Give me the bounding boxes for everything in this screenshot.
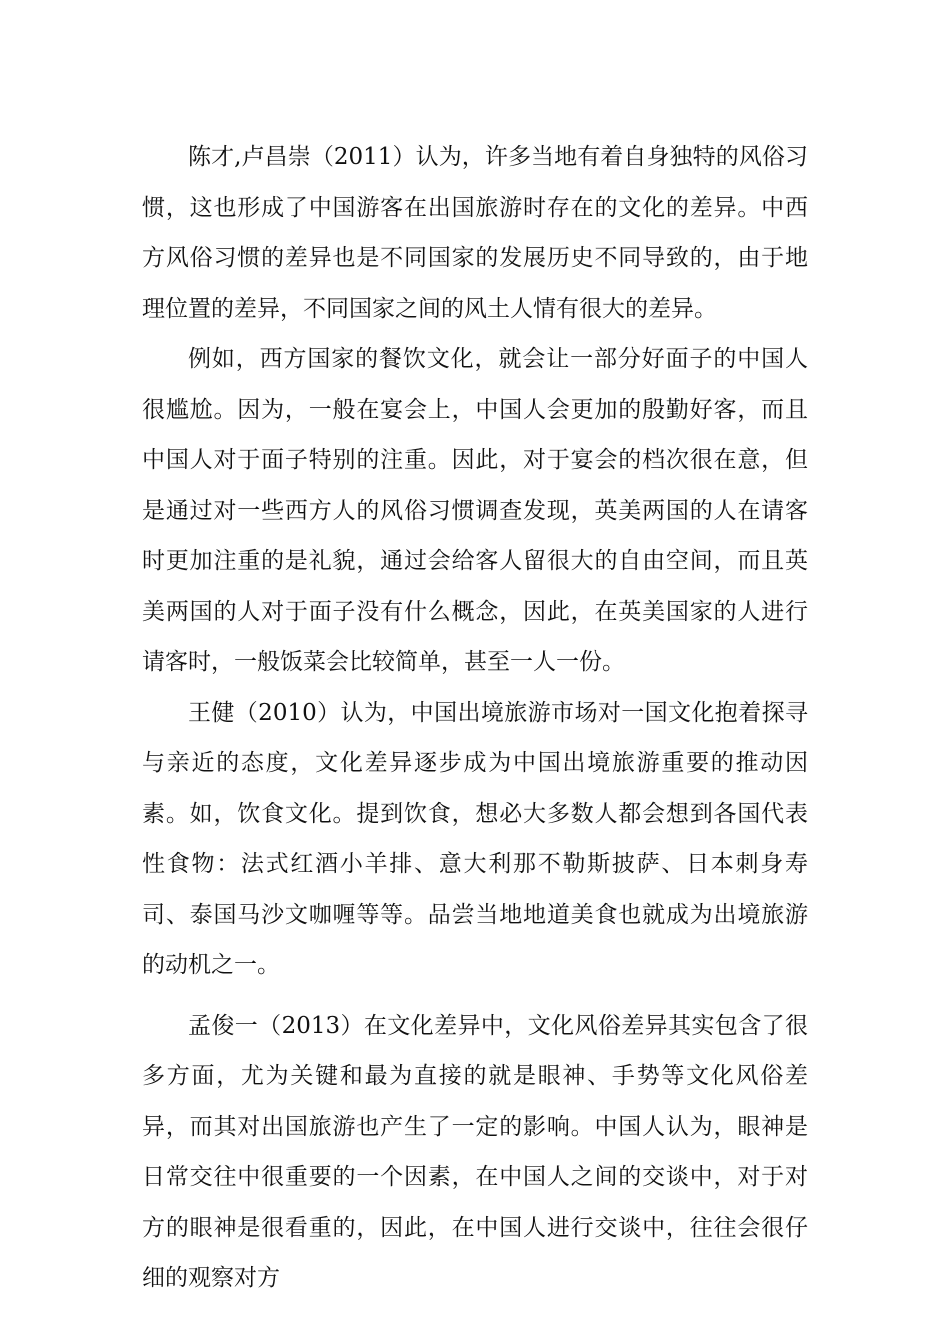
paragraph-meng-junyi: 孟俊一（2013）在文化差异中，文化风俗差异其实包含了很多方面，尤为关键和最为直接的就是眼神、手势等文化风俗差异，而其对出国旅游也产生了一定的影响。中国人认为，眼神是日常交往中很重要的一个因素，在中国人之间的交谈中，对于对方的眼神是很看重的，因此，在中国人进行交谈中，往往会很仔细的观察对方 [142,1012,808,1291]
paragraph-dining-culture: 例如，西方国家的餐饮文化，就会让一部分好面子的中国人很尴尬。因为，一般在宴会上，中国人会更加的殷勤好客，而且中国人对于面子特别的注重。因此，对于宴会的档次很在意，但是通过对一些西方人的风俗习惯调查发现，英美两国的人在请客时更加注重的是礼貌，通过会给客人留很大的自由空间，而且英美两国的人对于面子没有什么概念，因此，在英美国家的人进行请客时，一般饭菜会比较简单，甚至一人一份。 [142,346,808,675]
document-body [142,132,808,1304]
paragraph-wang-jian: 王健（2010）认为，中国出境旅游市场对一国文化抱着探寻与亲近的态度，文化差异逐步成为中国出境旅游重要的推动因素。如，饮食文化。提到饮食，想必大多数人都会想到各国代表性食物：法式红酒小羊排、意大利那不勒斯披萨、日本刺身寿司、泰国马沙文咖喱等等。品尝当地地道美食也就成为出境旅游的动机之一。 [142,699,808,978]
paragraph-chen-cai: 陈才,卢昌崇（2011）认为，许多当地有着自身独特的风俗习惯，这也形成了中国游客在出国旅游时存在的文化的差异。中西方风俗习惯的差异也是不同国家的发展历史不同导致的，由于地理位置的差异，不同国家之间的风土人情有很大的差异。 [142,144,808,322]
